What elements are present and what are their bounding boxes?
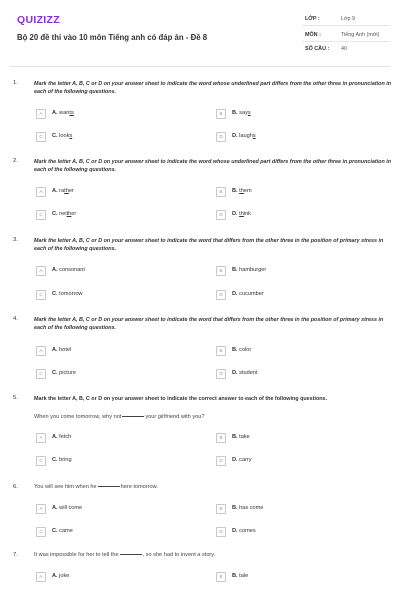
answer-option-a[interactable] — [36, 572, 186, 581]
option-checkbox[interactable]: A — [36, 187, 46, 197]
option-letter: C. — [52, 211, 60, 217]
stem-text-after: here tomorrow. — [120, 484, 158, 490]
option-word: has come — [239, 505, 264, 511]
option-label — [232, 505, 263, 511]
option-letter: A. — [52, 110, 60, 116]
option-label — [232, 110, 251, 116]
option-letter: B. — [232, 347, 240, 353]
option-word: color — [239, 347, 252, 353]
option-label — [52, 370, 76, 376]
answer-option-c[interactable] — [36, 456, 186, 465]
option-checkbox[interactable]: A — [36, 109, 46, 119]
option-label — [52, 434, 71, 440]
option-checkbox[interactable]: D — [216, 210, 226, 220]
option-label — [52, 291, 82, 297]
question-instruction: Mark the letter A, B, C or D on your answer sheet to indicate the correct answer to each of the following questions. — [34, 396, 328, 402]
option-word: nei — [59, 211, 67, 217]
option-checkbox[interactable]: D — [216, 456, 226, 466]
option-word: came — [59, 528, 73, 534]
stem-text-before: You will see him when he — [34, 484, 97, 490]
question-number: 7. — [13, 552, 18, 558]
option-label — [232, 291, 264, 297]
option-word: say — [239, 110, 248, 116]
answer-option-a[interactable] — [36, 504, 186, 513]
option-word: consonant — [59, 267, 85, 273]
option-label — [52, 573, 69, 579]
answer-option-a[interactable] — [36, 266, 186, 275]
option-label — [52, 528, 73, 534]
option-word: tale — [239, 573, 249, 579]
class-value: Lớp 9 — [341, 16, 356, 22]
answer-option-a[interactable] — [36, 433, 186, 442]
quizizz-logo: QUIZIZZ — [17, 14, 60, 26]
option-letter: D. — [232, 291, 240, 297]
answer-option-c[interactable] — [36, 290, 186, 299]
option-word: bring — [59, 457, 72, 463]
option-label — [232, 457, 252, 463]
option-word: comes — [239, 528, 256, 534]
underlined-part: th — [239, 188, 244, 194]
question-stem — [34, 484, 158, 490]
answer-option-a[interactable] — [36, 109, 186, 118]
option-checkbox[interactable]: A — [36, 504, 46, 514]
option-word: cucumber — [239, 291, 264, 297]
option-letter: C. — [52, 457, 60, 463]
question-count-value: 40 — [341, 46, 347, 52]
option-label — [232, 347, 251, 353]
option-word: laugh — [239, 133, 253, 139]
question-count-label: SỐ CÂU : — [305, 46, 330, 52]
option-label — [232, 133, 256, 139]
answer-option-a[interactable] — [36, 346, 186, 355]
option-checkbox[interactable]: C — [36, 210, 46, 220]
option-letter: D. — [232, 457, 240, 463]
option-word: look — [59, 133, 70, 139]
option-letter: A. — [52, 267, 60, 273]
option-letter: C. — [52, 133, 60, 139]
option-letter: B. — [232, 110, 240, 116]
answer-blank — [122, 416, 144, 417]
option-word-rest: em — [243, 188, 252, 194]
option-label — [232, 188, 252, 194]
underlined-part: s — [247, 110, 251, 116]
option-word: take — [239, 434, 250, 440]
option-checkbox[interactable]: D — [216, 132, 226, 142]
option-checkbox[interactable]: C — [36, 456, 46, 466]
question-number: 6. — [13, 484, 18, 490]
option-letter: A. — [52, 347, 60, 353]
question-number: 2. — [13, 158, 18, 164]
question-stem — [34, 414, 204, 420]
question-instruction: Mark the letter A, B, C or D on your answer sheet to indicate the word that differs from the other three in the position of primary stress in each of the following questions. — [34, 317, 384, 332]
option-checkbox[interactable]: D — [216, 290, 226, 300]
underlined-part: ts — [69, 110, 74, 116]
answer-option-b[interactable] — [216, 109, 366, 118]
option-checkbox[interactable]: B — [216, 346, 226, 356]
answer-blank — [120, 554, 142, 555]
page-title: Bộ 20 đề thi vào 10 môn Tiếng anh có đáp án - Đề 8 — [17, 33, 208, 42]
answer-option-d[interactable] — [216, 369, 366, 378]
answer-option-b[interactable] — [216, 572, 366, 581]
option-letter: D. — [232, 370, 240, 376]
underlined-part: th — [66, 211, 72, 217]
option-label — [52, 347, 71, 353]
option-letter: C. — [52, 370, 60, 376]
option-checkbox[interactable]: A — [36, 346, 46, 356]
worksheet-header — [0, 0, 400, 64]
answer-option-d[interactable] — [216, 290, 366, 299]
answer-option-b[interactable] — [216, 433, 366, 442]
option-word: wan — [59, 110, 70, 116]
option-letter: C. — [52, 291, 60, 297]
option-label — [52, 267, 85, 273]
answer-option-c[interactable] — [36, 210, 186, 219]
underlined-part: s — [252, 133, 256, 139]
option-word-rest: er — [71, 211, 77, 217]
option-checkbox[interactable]: C — [36, 369, 46, 379]
answer-option-d[interactable] — [216, 210, 366, 219]
option-letter: B. — [232, 573, 240, 579]
option-checkbox[interactable]: D — [216, 369, 226, 379]
option-letter: A. — [52, 188, 60, 194]
option-word: fetch — [59, 434, 72, 440]
stem-text-before: It was impossible for her to tell the — [34, 552, 119, 558]
answer-option-a[interactable] — [36, 187, 186, 196]
question-number: 5. — [13, 395, 18, 401]
option-checkbox[interactable]: B — [216, 504, 226, 514]
option-label — [52, 211, 76, 217]
answer-blank — [98, 486, 120, 487]
question-number: 4. — [13, 316, 18, 322]
option-letter: A. — [52, 434, 60, 440]
option-letter: D. — [232, 528, 240, 534]
option-letter: D. — [232, 211, 240, 217]
option-checkbox[interactable]: A — [36, 572, 46, 582]
option-checkbox[interactable]: C — [36, 132, 46, 142]
option-word: will come — [59, 505, 83, 511]
answer-option-b[interactable] — [216, 266, 366, 275]
option-label — [232, 573, 248, 579]
option-word: hotel — [59, 347, 72, 353]
answer-option-c[interactable] — [36, 527, 186, 536]
option-label — [232, 267, 266, 273]
answer-option-b[interactable] — [216, 504, 366, 513]
option-word: tomorrow — [59, 291, 83, 297]
divider — [302, 25, 390, 26]
option-word: ra — [59, 188, 65, 194]
header-divider — [10, 66, 390, 67]
option-letter: C. — [52, 528, 60, 534]
underlined-part: th — [64, 188, 69, 194]
option-label — [52, 110, 74, 116]
option-label — [232, 528, 256, 534]
answer-option-d[interactable] — [216, 456, 366, 465]
option-word: picture — [59, 370, 76, 376]
question-instruction: Mark the letter A, B, C or D on your answer sheet to indicate the word whose underlined part differs from the other three in pronunciation in each of the following questions. — [34, 159, 392, 174]
option-letter: A. — [52, 573, 60, 579]
option-checkbox[interactable]: A — [36, 266, 46, 276]
option-letter: A. — [52, 505, 60, 511]
subject-value: Tiếng Anh (mới) — [341, 32, 380, 38]
option-word-rest: er — [68, 188, 74, 194]
option-label — [52, 505, 82, 511]
option-label — [232, 434, 250, 440]
option-checkbox[interactable]: B — [216, 572, 226, 582]
option-word: carry — [239, 457, 252, 463]
question-stem — [34, 552, 215, 558]
option-letter: D. — [232, 133, 240, 139]
option-word: student — [239, 370, 258, 376]
option-checkbox[interactable]: B — [216, 109, 226, 119]
question-instruction: Mark the letter A, B, C or D on your answer sheet to indicate the word that differs from the other three in the position of primary stress in each of the following questions. — [34, 238, 384, 253]
divider — [302, 41, 390, 42]
stem-text-before: When you come tomorrow, why not — [34, 414, 122, 420]
option-checkbox[interactable]: B — [216, 433, 226, 443]
option-letter: B. — [232, 505, 240, 511]
answer-option-d[interactable] — [216, 527, 366, 536]
option-checkbox[interactable]: D — [216, 527, 226, 537]
question-number: 1. — [13, 80, 18, 86]
option-checkbox[interactable]: A — [36, 433, 46, 443]
option-checkbox[interactable]: B — [216, 266, 226, 276]
option-letter: B. — [232, 434, 240, 440]
answer-option-b[interactable] — [216, 187, 366, 196]
option-label — [52, 457, 72, 463]
subject-label: MÔN : — [305, 32, 321, 38]
underlined-part: s — [69, 133, 73, 139]
underlined-part: th — [239, 211, 244, 217]
class-label: LỚP : — [305, 16, 320, 22]
question-instruction: Mark the letter A, B, C or D on your answer sheet to indicate the word whose underlined part differs from the other three in pronunciation in each of the following questions. — [34, 81, 392, 96]
option-letter: B. — [232, 188, 240, 194]
stem-text-after: , so she had to invent a story. — [142, 552, 216, 558]
question-number: 3. — [13, 237, 18, 243]
option-label — [52, 133, 72, 139]
stem-text-after: your girlfriend with you? — [145, 414, 205, 420]
option-word: hamburger — [239, 267, 267, 273]
option-label — [52, 188, 74, 194]
option-checkbox[interactable]: C — [36, 290, 46, 300]
option-letter: B. — [232, 267, 240, 273]
option-checkbox[interactable]: C — [36, 527, 46, 537]
answer-option-b[interactable] — [216, 346, 366, 355]
option-word: joke — [59, 573, 70, 579]
answer-option-d[interactable] — [216, 132, 366, 141]
answer-option-c[interactable] — [36, 369, 186, 378]
option-label — [232, 211, 251, 217]
answer-option-c[interactable] — [36, 132, 186, 141]
option-word-rest: ink — [243, 211, 251, 217]
option-label — [232, 370, 258, 376]
option-checkbox[interactable]: B — [216, 187, 226, 197]
